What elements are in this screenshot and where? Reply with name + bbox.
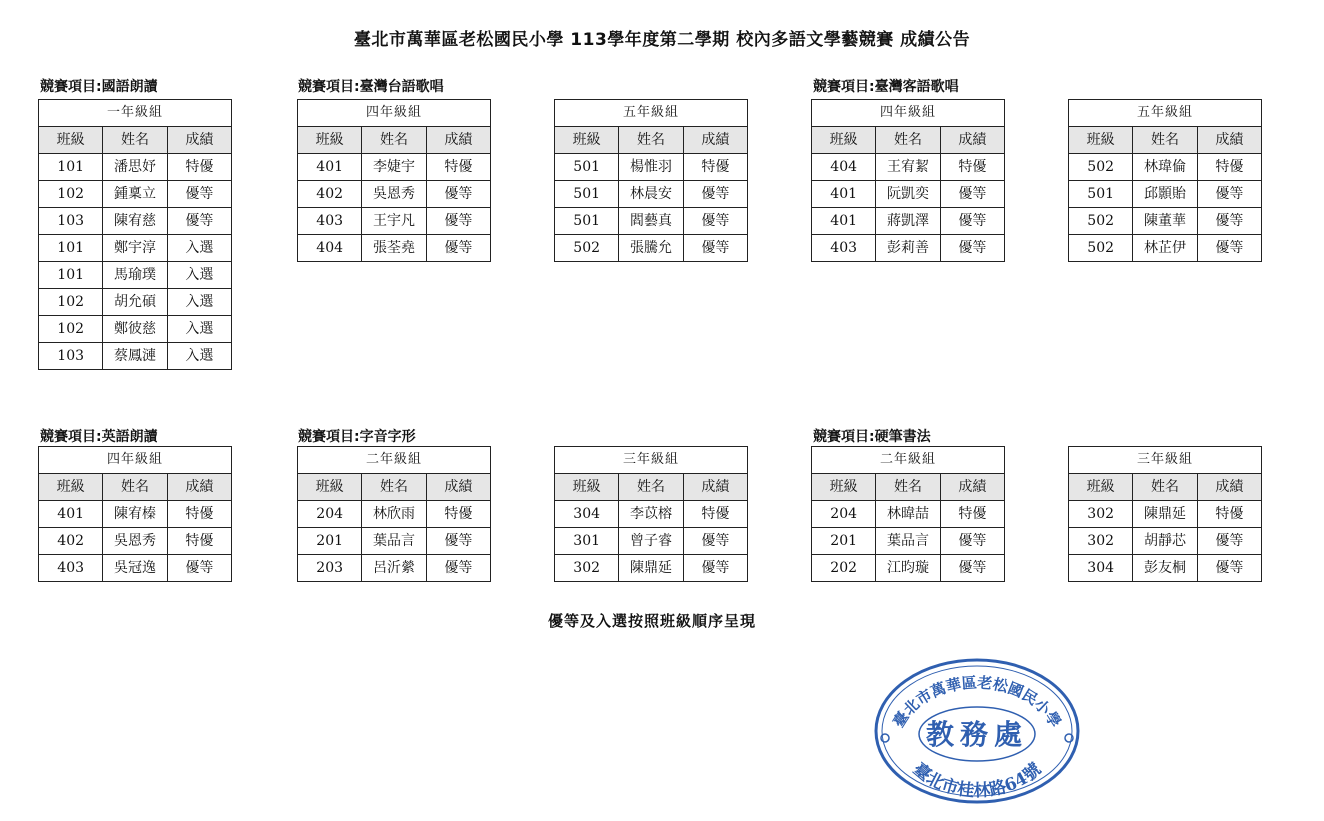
group-header: 一年級組 [39,100,232,127]
score-cell: 入選 [167,289,231,316]
score-cell: 優等 [1197,181,1261,208]
table-row [298,235,491,262]
score-cell: 特優 [683,154,747,181]
table-row [555,501,748,528]
student-name-cell: 蔡鳳漣 [103,343,167,370]
student-name-cell: 邱顥貽 [1133,181,1197,208]
column-header-name: 姓名 [876,474,940,501]
column-header-name: 姓名 [1133,127,1197,154]
table-row [39,555,232,582]
category-hakka-singing: 競賽項目:臺灣客語歌唱 [813,79,959,95]
student-name-cell: 陳宥榛 [103,501,167,528]
student-name-cell: 楊惟羽 [619,154,683,181]
class-cell: 402 [298,181,362,208]
score-cell: 特優 [683,501,747,528]
student-name-cell: 潘思妤 [103,154,167,181]
ordering-note: 優等及入選按照班級順序呈現 [547,612,756,630]
class-cell: 403 [298,208,362,235]
column-header-class: 班級 [812,127,876,154]
student-name-cell: 吳冠逸 [103,555,167,582]
category-taiwanese-singing: 競賽項目:臺灣台語歌唱 [298,79,444,95]
student-name-cell: 葉品言 [362,528,426,555]
student-name-cell: 鍾稟立 [103,181,167,208]
class-cell: 401 [812,208,876,235]
class-cell: 501 [555,208,619,235]
student-name-cell: 林欣雨 [362,501,426,528]
table-row [39,154,232,181]
table-row [1069,235,1262,262]
score-cell: 優等 [940,181,1004,208]
group-header: 三年級組 [1069,447,1262,474]
column-header-score: 成績 [683,474,747,501]
column-header-class: 班級 [39,127,103,154]
student-name-cell: 陳宥慈 [103,208,167,235]
table-row [39,528,232,555]
score-cell: 特優 [167,501,231,528]
column-header-score: 成績 [683,127,747,154]
score-cell: 特優 [940,501,1004,528]
score-cell: 優等 [683,208,747,235]
column-header-class: 班級 [555,474,619,501]
results-table-taiwanese-grade4 [297,99,491,262]
table-row [1069,181,1262,208]
score-cell: 優等 [426,235,490,262]
class-cell: 403 [812,235,876,262]
student-name-cell: 呂沂縈 [362,555,426,582]
score-cell: 優等 [683,235,747,262]
table-row [1069,208,1262,235]
table-row [555,528,748,555]
student-name-cell: 陳董華 [1133,208,1197,235]
results-table-phonetics-grade3 [554,446,748,582]
table-row [555,181,748,208]
class-cell: 302 [555,555,619,582]
student-name-cell: 曾子睿 [619,528,683,555]
score-cell: 入選 [167,262,231,289]
student-name-cell: 吳恩秀 [103,528,167,555]
class-cell: 401 [298,154,362,181]
column-header-score: 成績 [1197,474,1261,501]
table-row [39,316,232,343]
class-cell: 302 [1069,501,1133,528]
office-seal-stamp [872,656,1082,806]
table-row [1069,501,1262,528]
student-name-cell: 吳恩秀 [362,181,426,208]
group-header: 四年級組 [298,100,491,127]
class-cell: 501 [1069,181,1133,208]
score-cell: 優等 [426,208,490,235]
score-cell: 優等 [167,208,231,235]
table-row [812,501,1005,528]
score-cell: 優等 [940,208,1004,235]
table-row [39,235,232,262]
class-cell: 502 [1069,235,1133,262]
table-row [812,555,1005,582]
class-cell: 302 [1069,528,1133,555]
class-cell: 403 [39,555,103,582]
group-header: 五年級組 [555,100,748,127]
score-cell: 優等 [426,528,490,555]
student-name-cell: 彭友桐 [1133,555,1197,582]
score-cell: 優等 [426,555,490,582]
student-name-cell: 阮凱奕 [876,181,940,208]
table-row [1069,154,1262,181]
class-cell: 502 [1069,208,1133,235]
group-header: 四年級組 [812,100,1005,127]
table-row [1069,555,1262,582]
class-cell: 202 [812,555,876,582]
student-name-cell: 張荃堯 [362,235,426,262]
student-name-cell: 李婕宇 [362,154,426,181]
column-header-score: 成績 [167,474,231,501]
column-header-name: 姓名 [103,474,167,501]
column-header-name: 姓名 [876,127,940,154]
column-header-class: 班級 [39,474,103,501]
class-cell: 404 [298,235,362,262]
table-row [812,528,1005,555]
table-row [298,181,491,208]
student-name-cell: 蔣凱澤 [876,208,940,235]
student-name-cell: 馬瑜璞 [103,262,167,289]
class-cell: 203 [298,555,362,582]
table-row [39,181,232,208]
student-name-cell: 林暐喆 [876,501,940,528]
score-cell: 優等 [940,528,1004,555]
student-name-cell: 彭莉善 [876,235,940,262]
table-row [812,208,1005,235]
class-cell: 204 [812,501,876,528]
column-header-score: 成績 [1197,127,1261,154]
column-header-name: 姓名 [103,127,167,154]
score-cell: 優等 [1197,555,1261,582]
group-header: 五年級組 [1069,100,1262,127]
results-table-calligraphy-grade3 [1068,446,1262,582]
table-row [555,235,748,262]
class-cell: 201 [812,528,876,555]
table-row [555,154,748,181]
table-row [39,501,232,528]
column-header-class: 班級 [298,127,362,154]
score-cell: 特優 [1197,501,1261,528]
column-header-score: 成績 [167,127,231,154]
student-name-cell: 張騰允 [619,235,683,262]
category-phonetics: 競賽項目:字音字形 [298,429,416,445]
table-row [555,555,748,582]
column-header-score: 成績 [940,474,1004,501]
table-row [298,528,491,555]
score-cell: 特優 [426,154,490,181]
student-name-cell: 陳鼎延 [619,555,683,582]
student-name-cell: 王宇凡 [362,208,426,235]
results-table-english-grade4 [38,446,232,582]
class-cell: 103 [39,343,103,370]
group-header: 四年級組 [39,447,232,474]
score-cell: 入選 [167,316,231,343]
class-cell: 101 [39,262,103,289]
category-english-reading: 競賽項目:英語朗讀 [40,429,158,445]
results-table-mandarin-grade1 [38,99,232,370]
student-name-cell: 王宥絜 [876,154,940,181]
score-cell: 優等 [683,555,747,582]
class-cell: 103 [39,208,103,235]
class-cell: 301 [555,528,619,555]
class-cell: 501 [555,181,619,208]
score-cell: 優等 [167,181,231,208]
score-cell: 特優 [940,154,1004,181]
column-header-name: 姓名 [362,127,426,154]
table-row [298,555,491,582]
stamp-office-name: 教務處 [925,718,1029,751]
student-name-cell: 胡靜芯 [1133,528,1197,555]
column-header-name: 姓名 [619,127,683,154]
student-name-cell: 胡允碩 [103,289,167,316]
score-cell: 特優 [1197,154,1261,181]
student-name-cell: 閻藝真 [619,208,683,235]
category-mandarin-reading: 競賽項目:國語朗讀 [40,79,158,95]
student-name-cell: 江昀璇 [876,555,940,582]
column-header-class: 班級 [1069,474,1133,501]
student-name-cell: 鄭彼慈 [103,316,167,343]
table-row [298,501,491,528]
column-header-name: 姓名 [362,474,426,501]
student-name-cell: 李苡榕 [619,501,683,528]
student-name-cell: 林晨安 [619,181,683,208]
column-header-score: 成績 [426,127,490,154]
class-cell: 501 [555,154,619,181]
results-table-hakka-grade5 [1068,99,1262,262]
score-cell: 入選 [167,235,231,262]
student-name-cell: 鄭宇淳 [103,235,167,262]
class-cell: 502 [555,235,619,262]
page-title: 臺北市萬華區老松國民小學 113學年度第二學期 校內多語文學藝競賽 成績公告 [353,30,971,50]
table-row [39,262,232,289]
table-row [298,154,491,181]
column-header-class: 班級 [298,474,362,501]
table-row [39,343,232,370]
column-header-score: 成績 [940,127,1004,154]
group-header: 二年級組 [298,447,491,474]
table-row [812,235,1005,262]
stamp-school-name: 臺北市萬華區老松國民小學 [889,673,1065,731]
column-header-score: 成績 [426,474,490,501]
score-cell: 入選 [167,343,231,370]
score-cell: 優等 [940,235,1004,262]
table-row [298,208,491,235]
class-cell: 102 [39,289,103,316]
column-header-class: 班級 [555,127,619,154]
score-cell: 優等 [940,555,1004,582]
student-name-cell: 林瑋倫 [1133,154,1197,181]
group-header: 三年級組 [555,447,748,474]
results-table-calligraphy-grade2 [811,446,1005,582]
category-calligraphy: 競賽項目:硬筆書法 [813,429,931,445]
results-table-hakka-grade4 [811,99,1005,262]
class-cell: 401 [39,501,103,528]
class-cell: 102 [39,316,103,343]
class-cell: 101 [39,154,103,181]
table-row [1069,528,1262,555]
score-cell: 優等 [683,528,747,555]
table-row [555,208,748,235]
stamp-address: 臺北市桂林路64號 [908,759,1046,802]
score-cell: 優等 [1197,528,1261,555]
score-cell: 優等 [683,181,747,208]
table-row [812,181,1005,208]
column-header-name: 姓名 [1133,474,1197,501]
score-cell: 特優 [426,501,490,528]
student-name-cell: 林芷伊 [1133,235,1197,262]
results-table-taiwanese-grade5 [554,99,748,262]
column-header-name: 姓名 [619,474,683,501]
column-header-class: 班級 [812,474,876,501]
column-header-class: 班級 [1069,127,1133,154]
class-cell: 102 [39,181,103,208]
score-cell: 特優 [167,528,231,555]
class-cell: 401 [812,181,876,208]
table-row [39,208,232,235]
class-cell: 304 [555,501,619,528]
score-cell: 優等 [167,555,231,582]
class-cell: 101 [39,235,103,262]
group-header: 二年級組 [812,447,1005,474]
table-row [812,154,1005,181]
class-cell: 204 [298,501,362,528]
results-table-phonetics-grade2 [297,446,491,582]
score-cell: 優等 [1197,235,1261,262]
table-row [39,289,232,316]
student-name-cell: 陳鼎延 [1133,501,1197,528]
class-cell: 404 [812,154,876,181]
score-cell: 優等 [1197,208,1261,235]
score-cell: 特優 [167,154,231,181]
class-cell: 304 [1069,555,1133,582]
student-name-cell: 葉品言 [876,528,940,555]
class-cell: 402 [39,528,103,555]
class-cell: 502 [1069,154,1133,181]
score-cell: 優等 [426,181,490,208]
class-cell: 201 [298,528,362,555]
